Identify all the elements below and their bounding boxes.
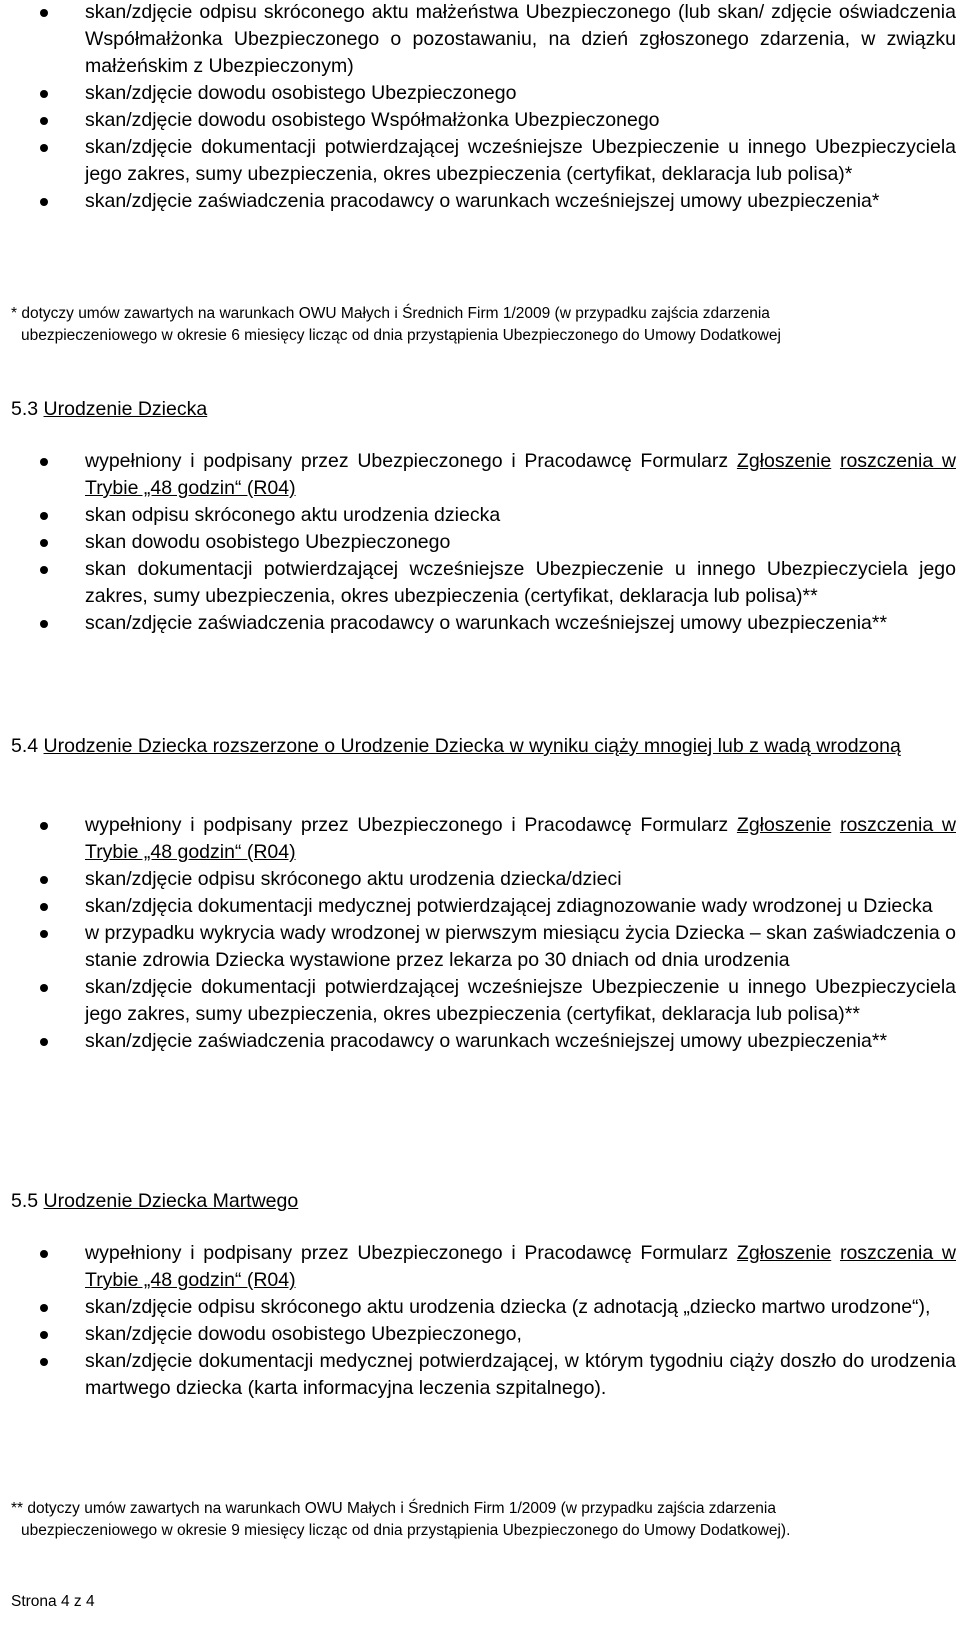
bullet-icon [40, 1358, 48, 1366]
list-item-text: skan/zdjęcie zaświadczenia pracodawcy o warunkach wcześniejszej umowy ubezpieczenia** [85, 1030, 888, 1052]
list-item [0, 812, 960, 866]
footnote-double-star [11, 1498, 911, 1542]
section-5-2-list [0, 0, 960, 215]
section-5-3-list [0, 448, 960, 637]
list-item [0, 134, 960, 188]
footnote-line: ** dotyczy umów zawartych na warunkach OWU Małych i Średnich Firm 1/2009 (w przypadku zajścia zdarzenia [11, 1500, 776, 1517]
list-item [0, 920, 960, 974]
list-item-text: w przypadku wykrycia wady wrodzonej w pierwszym miesiącu życia Dziecka – skan zaświadczenia o stanie zdrowia Dziecka wystawione przez lekarza po 30 dniach od dnia urodzenia [85, 922, 956, 971]
list-item [0, 893, 960, 920]
list-item [0, 1028, 960, 1055]
list-item-text: scan/zdjęcie zaświadczenia pracodawcy o warunkach wcześniejszej umowy ubezpieczenia** [85, 612, 888, 634]
list-item [0, 107, 960, 134]
list-item-text: skan odpisu skróconego aktu urodzenia dziecka [85, 504, 501, 526]
bullet-icon [40, 876, 48, 884]
list-item [0, 866, 960, 893]
section-5-4-list [0, 812, 960, 1055]
bullet-icon [40, 1250, 48, 1258]
list-item [0, 1240, 960, 1294]
list-item-text: wypełniony i podpisany przez Ubezpieczonego i Pracodawcę Formularz [85, 450, 729, 472]
list-item-text: skan/zdjęcia dokumentacji medycznej potwierdzającej zdiagnozowanie wady wrodzonej u Dziecka [85, 895, 933, 917]
list-item-text: skan/zdjęcie dowodu osobistego Współmałżonka Ubezpieczonego [85, 109, 660, 131]
section-5-5-list [0, 1240, 960, 1402]
footnote-line: * dotyczy umów zawartych na warunkach OWU Małych i Średnich Firm 1/2009 (w przypadku zajścia zdarzenia [11, 305, 770, 322]
list-item-text: skan/zdjęcie dokumentacji medycznej potwierdzającej, w którym tygodniu ciąży doszło do urodzenia martwego dziecka (karta informacyjna leczenia szpitalnego). [85, 1350, 956, 1399]
section-number: 5.4 [11, 735, 39, 757]
list-item-text: skan/zdjęcie odpisu skróconego aktu małżeństwa Ubezpieczonego (lub skan/ zdjęcie oświadczenia Współmałżonka Ubezpieczonego o pozostawaniu, na dzień zgłoszonego zdarzenia, w związku małżeńskim z Ubezpieczonym) [85, 1, 956, 77]
list-item-text: skan/zdjęcie dokumentacji potwierdzającej wcześniejsze Ubezpieczenie u innego Ubezpieczyciela jego zakres, sumy ubezpieczenia, okres ubezpieczenia (certyfikat, deklaracja lub polisa)* [85, 136, 956, 185]
form-link[interactable]: roszczenia w Trybie „48 godzin“ (R04) [85, 450, 956, 499]
list-item [0, 1321, 960, 1348]
bullet-icon [40, 903, 48, 911]
list-item [0, 556, 960, 610]
form-link[interactable]: Zgłoszenie [736, 814, 832, 836]
bullet-icon [40, 512, 48, 520]
list-item [0, 1294, 960, 1321]
section-heading-5-4 [11, 733, 921, 760]
list-item-text: skan/zdjęcie odpisu skróconego aktu urodzenia dziecka (z adnotacją „dziecko martwo urodzone“), [85, 1296, 931, 1318]
footnote-line: ubezpieczeniowego w okresie 6 miesięcy licząc od dnia przystąpienia Ubezpieczonego do Umowy Dodatkowej [21, 327, 781, 344]
section-title: Urodzenie Dziecka [43, 398, 208, 420]
section-number: 5.5 [11, 1190, 39, 1212]
list-item-text: skan/zdjęcie odpisu skróconego aktu urodzenia dziecka/dzieci [85, 868, 622, 890]
section-title: Urodzenie Dziecka rozszerzone o Urodzenie Dziecka w wyniku ciąży mnogiej lub z wadą wrodzoną [43, 735, 901, 757]
bullet-icon [40, 1331, 48, 1339]
list-item [0, 80, 960, 107]
section-heading-5-5 [11, 1188, 298, 1215]
list-item-text: skan/zdjęcie zaświadczenia pracodawcy o warunkach wcześniejszej umowy ubezpieczenia* [85, 190, 880, 212]
list-item [0, 0, 960, 80]
form-link[interactable]: roszczenia w Trybie „48 godzin“ (R04) [85, 814, 956, 863]
list-item-text: wypełniony i podpisany przez Ubezpieczonego i Pracodawcę Formularz [85, 1242, 729, 1264]
list-item [0, 610, 960, 637]
list-item-text: skan dokumentacji potwierdzającej wcześniejsze Ubezpieczenie u innego Ubezpieczyciela jego zakres, sumy ubezpieczenia, okres ubezpieczenia (certyfikat, deklaracja lub polisa)** [85, 558, 956, 607]
list-item [0, 502, 960, 529]
bullet-icon [40, 984, 48, 992]
footnote-single-star [11, 303, 911, 347]
form-link[interactable]: roszczenia w Trybie „48 godzin“ (R04) [85, 1242, 956, 1291]
list-item-text: skan dowodu osobistego Ubezpieczonego [85, 531, 451, 553]
bullet-icon [40, 1038, 48, 1046]
list-item-text: skan/zdjęcie dokumentacji potwierdzającej wcześniejsze Ubezpieczenie u innego Ubezpieczyciela jego zakres, sumy ubezpieczenia, okres ubezpieczenia (certyfikat, deklaracja lub polisa)** [85, 976, 956, 1025]
bullet-icon [40, 117, 48, 125]
list-item [0, 188, 960, 215]
bullet-icon [40, 566, 48, 574]
bullet-icon [40, 620, 48, 628]
list-item-text: skan/zdjęcie dowodu osobistego Ubezpieczonego, [85, 1323, 522, 1345]
bullet-icon [40, 1304, 48, 1312]
section-number: 5.3 [11, 398, 39, 420]
list-item-text: skan/zdjęcie dowodu osobistego Ubezpieczonego [85, 82, 517, 104]
bullet-icon [40, 930, 48, 938]
section-heading-5-3 [11, 396, 207, 423]
list-item [0, 448, 960, 502]
bullet-icon [40, 198, 48, 206]
form-link[interactable]: Zgłoszenie [736, 450, 832, 472]
footnote-line: ubezpieczeniowego w okresie 9 miesięcy licząc od dnia przystąpienia Ubezpieczonego do Umowy Dodatkowej). [21, 1522, 791, 1539]
bullet-icon [40, 822, 48, 830]
list-item [0, 529, 960, 556]
page-number: Strona 4 z 4 [11, 1593, 95, 1610]
list-item [0, 974, 960, 1028]
list-item [0, 1348, 960, 1402]
form-link[interactable]: Zgłoszenie [736, 1242, 832, 1264]
bullet-icon [40, 539, 48, 547]
bullet-icon [40, 458, 48, 466]
list-item-text: wypełniony i podpisany przez Ubezpieczonego i Pracodawcę Formularz [85, 814, 729, 836]
bullet-icon [40, 90, 48, 98]
bullet-icon [40, 9, 48, 17]
section-title: Urodzenie Dziecka Martwego [43, 1190, 299, 1212]
bullet-icon [40, 144, 48, 152]
